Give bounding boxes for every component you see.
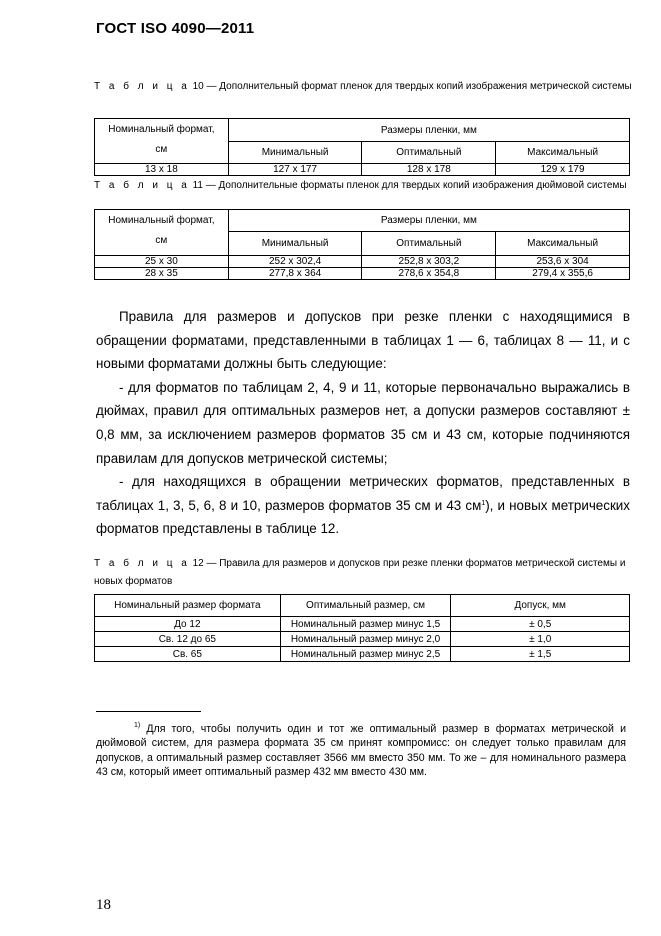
cell-max: 253,6 x 304 [496,256,630,268]
body-text [96,305,630,541]
cell-max: 279,4 x 355,6 [496,268,630,280]
cell-tol: ± 1,5 [451,647,630,662]
footnote-divider [96,711,201,712]
table-11 [94,209,630,280]
header-min: Минимальный [228,142,362,164]
footnote-text: Для того, чтобы получить один и тот же оптимальный размер в форматах метрической и дюймовой систем, для размера формата 35 см принят компромисс: он следует только правилам для допусков, а оптимальный размер составляет 3566 мм вместо 350 мм. То же – для номинального размера 43 см, который имеет оптимальный размер 432 мм вместо 430 мм. [96,723,626,779]
paragraph-text-end: ), и новых метрических форматов представлены в таблице 12. [96,497,630,537]
table-caption-text: 10 — Дополнительный формат пленок для твердых копий изображения метрической системы [192,81,632,92]
cell-tol: ± 1,0 [451,632,630,647]
footnote-ref: 1 [481,499,486,507]
cell-opt: Номинальный размер минус 2,5 [280,647,451,662]
cell-min: 277,8 x 364 [228,268,362,280]
page-header: ГОСТ ISO 4090—2011 [96,20,255,37]
header-max: Максимальный [496,232,630,256]
table-12-caption [94,555,634,591]
header-size: Номинальный размер формата [95,595,281,617]
table-row [95,164,630,176]
header-nominal-line1: Номинальный формат, [108,215,215,226]
cell-opt: 278,6 x 354,8 [362,268,496,280]
table-caption-text: 11 — Дополнительные форматы пленок для твердых копий изображения дюймовой системы [192,180,627,191]
paragraph-text: - для находящихся в обращении метрических форматов, представленных в таблицах 1, 3, 5, 6, 8 и 10, размеров форматов 35 см и 43 см [96,474,630,513]
table-row [95,617,630,632]
cell-nominal: 13 x 18 [95,164,229,176]
table-10 [94,118,630,176]
header-max: Максимальный [496,142,630,164]
paragraph: - для форматов по таблицам 2, 4, 9 и 11, которые первоначально выражались в дюймах, правил для оптимальных размеров нет, а допуски размеров составляют ± 0,8 мм, за исключением размеров форматов 35 см и 43 см, которые подчиняются правилам для допусков метрической системы; [96,379,630,466]
header-nominal [95,119,229,164]
table-row [95,268,630,280]
table-label: Т а б л и ц а [94,81,190,92]
table-12 [94,594,630,662]
cell-size: Св. 65 [95,647,281,662]
footnote [96,722,626,780]
cell-min: 252 x 302,4 [228,256,362,268]
footnote-mark: 1) [134,722,141,729]
header-tol: Допуск, мм [451,595,630,617]
table-label: Т а б л и ц а [94,558,190,569]
cell-min: 127 x 177 [228,164,362,176]
cell-opt: Номинальный размер минус 1,5 [280,617,451,632]
cell-opt: 128 x 178 [362,164,496,176]
page-number: 18 [96,897,111,913]
cell-size: До 12 [95,617,281,632]
cell-tol: ± 0,5 [451,617,630,632]
cell-nominal: 25 x 30 [95,256,229,268]
header-nominal-line1: Номинальный формат, [108,124,215,135]
header-opt: Оптимальный размер, см [280,595,451,617]
header-opt: Оптимальный [362,232,496,256]
table-row [95,632,630,647]
table-row [95,647,630,662]
header-nominal-line2: см [155,144,168,155]
header-nominal [95,210,229,256]
table-caption-text: 12 — Правила для размеров и допусков при резке пленки форматов метрической системы и новых форматов [94,558,626,587]
paragraph: Правила для размеров и допусков при резке пленки с находящимися в обращении форматами, представленными в таблицах 1 — 6, таблицах 8 — 11, и с новыми форматами должны быть следующие: [96,309,630,372]
header-nominal-line2: см [155,235,168,246]
cell-size: Св. 12 до 65 [95,632,281,647]
header-min: Минимальный [228,232,362,256]
table-row [95,256,630,268]
table-label: Т а б л и ц а [94,180,190,191]
cell-opt: Номинальный размер минус 2,0 [280,632,451,647]
header-sizes: Размеры пленки, мм [228,119,629,142]
paragraph [96,470,630,541]
cell-opt: 252,8 x 303,2 [362,256,496,268]
header-opt: Оптимальный [362,142,496,164]
table-11-caption [94,178,634,194]
header-sizes: Размеры пленки, мм [228,210,629,232]
table-10-caption [94,78,634,96]
cell-max: 129 x 179 [496,164,630,176]
cell-nominal: 28 x 35 [95,268,229,280]
